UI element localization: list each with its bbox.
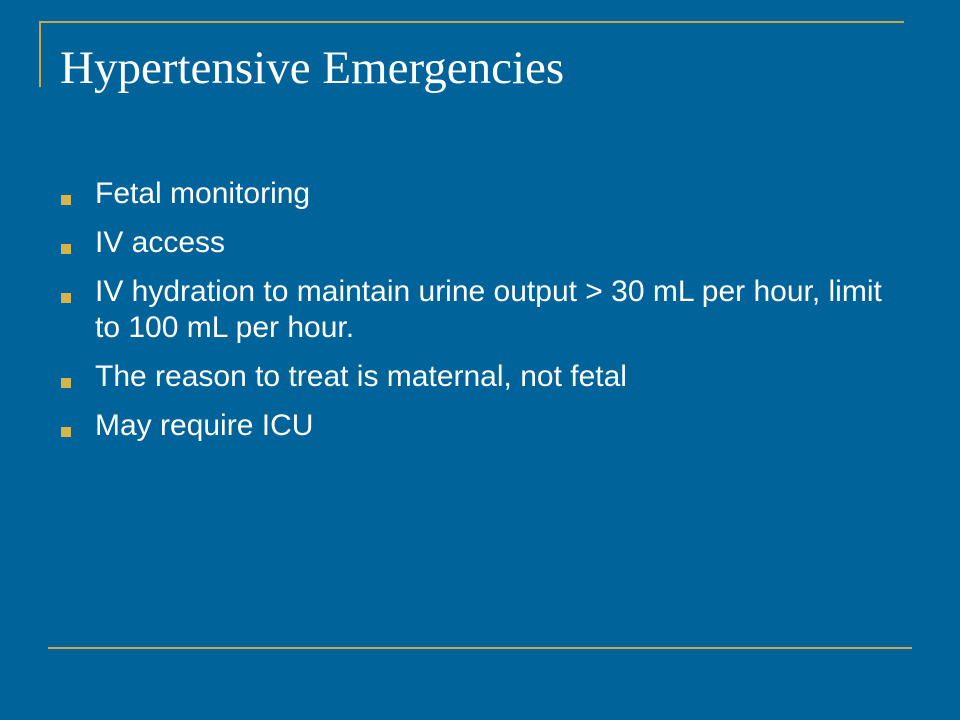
bullet-list [60, 176, 900, 457]
bullet-item-may-require-icu [60, 408, 900, 444]
bullet-text: Fetal monitoring [95, 177, 311, 210]
bullet-item-iv-access [60, 225, 900, 261]
bullet-item-reason-to-treat [60, 359, 900, 395]
left-accent-rule [39, 21, 41, 87]
bullet-text: IV access [95, 226, 226, 259]
square-bullet-icon [61, 195, 71, 205]
bullet-item-fetal-monitoring [60, 176, 900, 212]
slide-title: Hypertensive Emergencies [60, 42, 565, 94]
top-accent-rule [40, 21, 904, 23]
bullet-text: May require ICU [95, 409, 314, 442]
bullet-text: IV hydration to maintain urine output > 30 mL per hour, limit to 100 mL per hour. [95, 275, 882, 344]
bullet-text: The reason to treat is maternal, not fetal [95, 360, 627, 393]
square-bullet-icon [61, 427, 71, 437]
bottom-accent-rule [48, 647, 912, 649]
bullet-item-iv-hydration [60, 274, 900, 346]
square-bullet-icon [61, 293, 71, 303]
square-bullet-icon [61, 244, 71, 254]
square-bullet-icon [61, 378, 71, 388]
